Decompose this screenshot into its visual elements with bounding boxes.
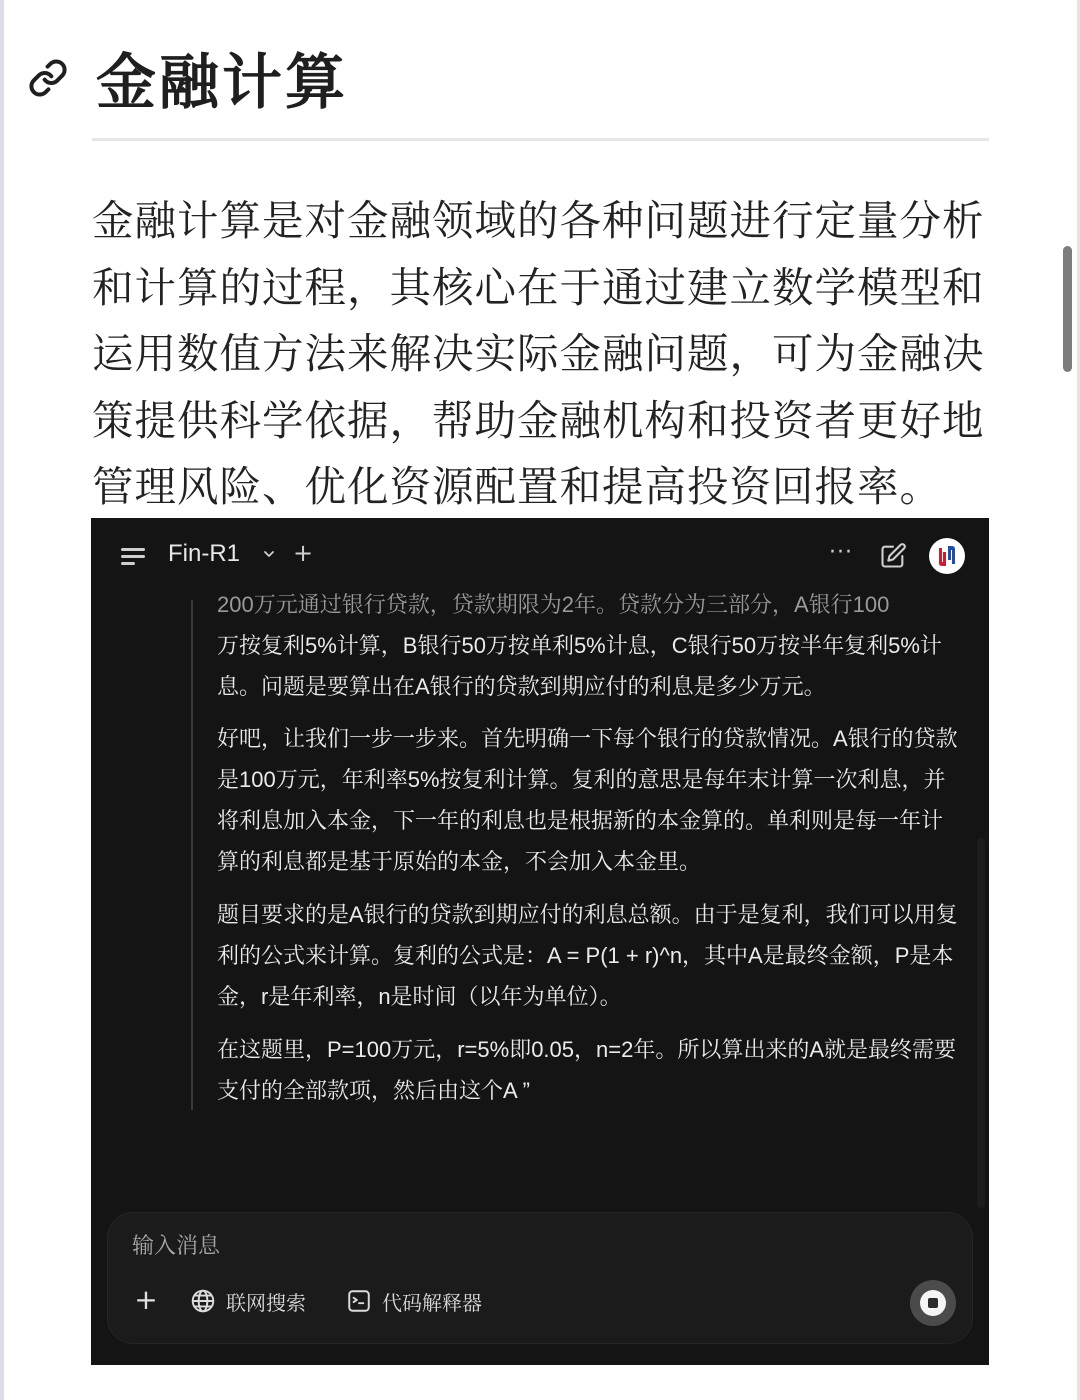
title-divider: [92, 138, 989, 141]
link-icon[interactable]: [26, 56, 70, 100]
chevron-down-icon[interactable]: [261, 546, 277, 562]
new-chat-button[interactable]: +: [292, 539, 314, 567]
message-composer: [107, 1212, 973, 1344]
attach-button[interactable]: +: [134, 1283, 158, 1316]
thinking-quote-border: [191, 600, 193, 1110]
stop-icon: [920, 1290, 946, 1316]
faded-line: 200万元通过银行贷款，贷款期限为2年。贷款分为三部分，A银行100: [217, 592, 890, 617]
edit-icon[interactable]: [879, 542, 907, 570]
menu-icon[interactable]: [121, 548, 145, 566]
thinking-paragraph-2: 好吧，让我们一步一步来。首先明确一下每个银行的贷款情况。A银行的贷款是100万元，年利率5%按复利计算。复利的意思是每年末计算一次利息，并将利息加入本金，下一年的利息也是根据新的本金算的。单利则是每一年计算的利息都是基于原始的本金，不会加入本金里。: [217, 726, 958, 874]
embedded-chat-screenshot: [91, 518, 989, 1365]
article-heading: [26, 38, 348, 118]
page-title: 金融计算: [96, 48, 348, 118]
avatar-logo-icon: [934, 543, 960, 569]
page-scrollbar[interactable]: [1063, 246, 1072, 372]
chat-scrollbar[interactable]: [977, 838, 985, 1208]
thinking-paragraph-4: 在这题里，P=100万元，r=5%即0.05，n=2年。所以算出来的A就是最终需要支付的全部款项，然后由这个A ”: [217, 1037, 957, 1103]
globe-icon: [190, 1288, 216, 1314]
thinking-paragraph-1: 200万元通过银行贷款，贷款期限为2年。贷款分为三部分，A银行100 万按复利5%计算，B银行50万按单利5%计息，C银行50万按半年复利5%计息。问题是要算出在A银行的贷款到期应付的利息是多少万元。: [217, 592, 942, 699]
thinking-paragraph-3: 题目要求的是A银行的贷款到期应付的利息总额。由于是复利，我们可以用复利的公式来计算。复利的公式是：A = P(1 + r)^n，其中A是最终金额，P是本金，r是年利率，n是时间（以年为单位）。: [217, 902, 958, 1009]
code-interpreter-button[interactable]: 代码解释器: [346, 1285, 482, 1317]
page-left-edge: [0, 0, 4, 1400]
more-icon[interactable]: ···: [829, 540, 853, 565]
stop-generation-button[interactable]: [910, 1280, 956, 1326]
intro-paragraph: 金融计算是对金融领域的各种问题进行定量分析和计算的过程，其核心在于通过建立数学模型和运用数值方法来解决实际金融问题，可为金融决策提供科学依据，帮助金融机构和投资者更好地管理风险、优化资源配置和提高投资回报率。: [92, 196, 985, 511]
web-search-button[interactable]: 联网搜索: [190, 1285, 306, 1317]
terminal-icon: [346, 1288, 372, 1314]
avatar[interactable]: [929, 538, 965, 574]
model-selector[interactable]: Fin-R1: [168, 540, 241, 567]
chat-header: [91, 518, 989, 594]
message-input[interactable]: [132, 1231, 832, 1261]
